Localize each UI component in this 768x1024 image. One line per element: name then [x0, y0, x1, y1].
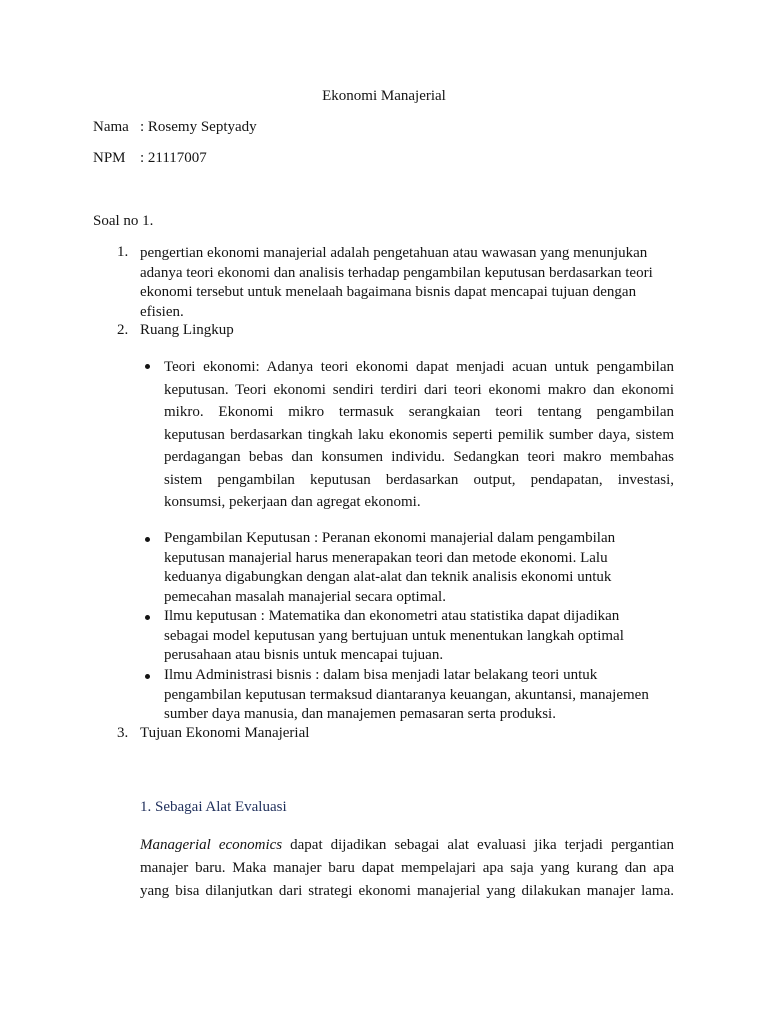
question-heading: Soal no 1.	[93, 213, 154, 229]
italic-term: Managerial economics	[140, 837, 283, 853]
text-line: Pengambilan Keputusan : Peranan ekonomi manajerial dalam pengambilan	[164, 530, 616, 546]
list-number-1: 1.	[117, 244, 129, 260]
bullet-4-text	[164, 666, 674, 725]
text-line: efisien.	[140, 303, 184, 320]
text-line: keputusan. Teori ekonomi sendiri terdiri dari teori ekonomi makro dan ekonomi	[164, 381, 674, 398]
bullet-icon	[145, 674, 150, 679]
bullet-icon	[145, 537, 150, 542]
list-item-2-label: Ruang Lingkup	[140, 322, 234, 338]
nama-value: : Rosemy Septyady	[140, 119, 257, 135]
text-line: Teori ekonomi: Adanya teori ekonomi dapat menjadi acuan untuk pengambilan	[164, 359, 674, 375]
text-line: keputusan berdasarkan tingkah laku ekonomis seperti pemilik sumber daya, sistem	[164, 426, 674, 443]
text-line: sumber daya manusia, dan manajemen pemasaran serta produksi.	[164, 706, 556, 722]
list-item-1-text	[140, 244, 680, 322]
npm-label: NPM	[93, 150, 126, 166]
text-line: pengambilan keputusan termaksud diantaranya keuangan, akuntansi, manajemen	[164, 686, 649, 703]
bullet-1-text	[164, 356, 674, 514]
bullet-3-text	[164, 607, 674, 666]
text-line: pemecahan masalah manajerial secara optimal.	[164, 588, 446, 605]
section-paragraph	[140, 834, 674, 903]
text-line: keduanya digabungkan dengan alat-alat dan teknik analisis ekonomi untuk	[164, 569, 612, 585]
npm-value: : 21117007	[140, 150, 207, 166]
bullet-icon	[145, 615, 150, 620]
text-line: yang bisa dilanjutkan dari strategi ekonomi manajerial yang dilakukan manajer lama.	[140, 883, 674, 899]
document-title: Ekonomi Manajerial	[322, 88, 446, 104]
text-line: Ilmu Administrasi bisnis : dalam bisa menjadi latar belakang teori untuk	[164, 667, 598, 683]
text-line: konsumsi, pekerjaan dan agregat ekonomi.	[164, 494, 421, 510]
list-item-3-label: Tujuan Ekonomi Manajerial	[140, 725, 310, 741]
list-number-2: 2.	[117, 322, 129, 338]
bullet-2-text	[164, 529, 674, 607]
text-line: pengertian ekonomi manajerial adalah pengetahuan atau wawasan yang menunjukan	[140, 245, 648, 261]
text-line: manajer baru. Maka manajer baru dapat mempelajari apa saja yang kurang dan apa	[140, 860, 674, 876]
text-line	[140, 834, 674, 857]
list-number-3: 3.	[117, 725, 129, 741]
bullet-icon	[145, 364, 150, 369]
nama-label: Nama	[93, 119, 129, 135]
text-line: keputusan manajerial harus menerapakan teori dan metode ekonomi. Lalu	[164, 549, 608, 566]
text-line: perusahaan atau bisnis untuk mencapai tujuan.	[164, 647, 444, 663]
text-line: ekonomi tersebut untuk menelaah bagaimana bisnis dapat mencapai tujuan dengan	[140, 284, 637, 300]
text-line: adanya teori ekonomi dan analisis terhadap pengambilan keputusan berdasarkan teori	[140, 264, 653, 281]
text-line: perdagangan bebas dan konsumen individu. Sedangkan teori makro membahas	[164, 449, 674, 465]
text-line: Ilmu keputusan : Matematika dan ekonometri atau statistika dapat dijadikan	[164, 608, 620, 624]
text-line: mikro. Ekonomi mikro termasuk serangkaian teori tentang pengambilan	[164, 404, 674, 420]
text-line: sebagai model keputusan yang bertujuan untuk menentukan langkah optimal	[164, 627, 624, 644]
section-heading: 1. Sebagai Alat Evaluasi	[140, 799, 287, 815]
text-line: sistem pengambilan keputusan berdasarkan output, pendapatan, investasi,	[164, 471, 674, 488]
text-fragment: dapat dijadikan sebagai alat evaluasi jika terjadi pergantian	[290, 837, 675, 853]
